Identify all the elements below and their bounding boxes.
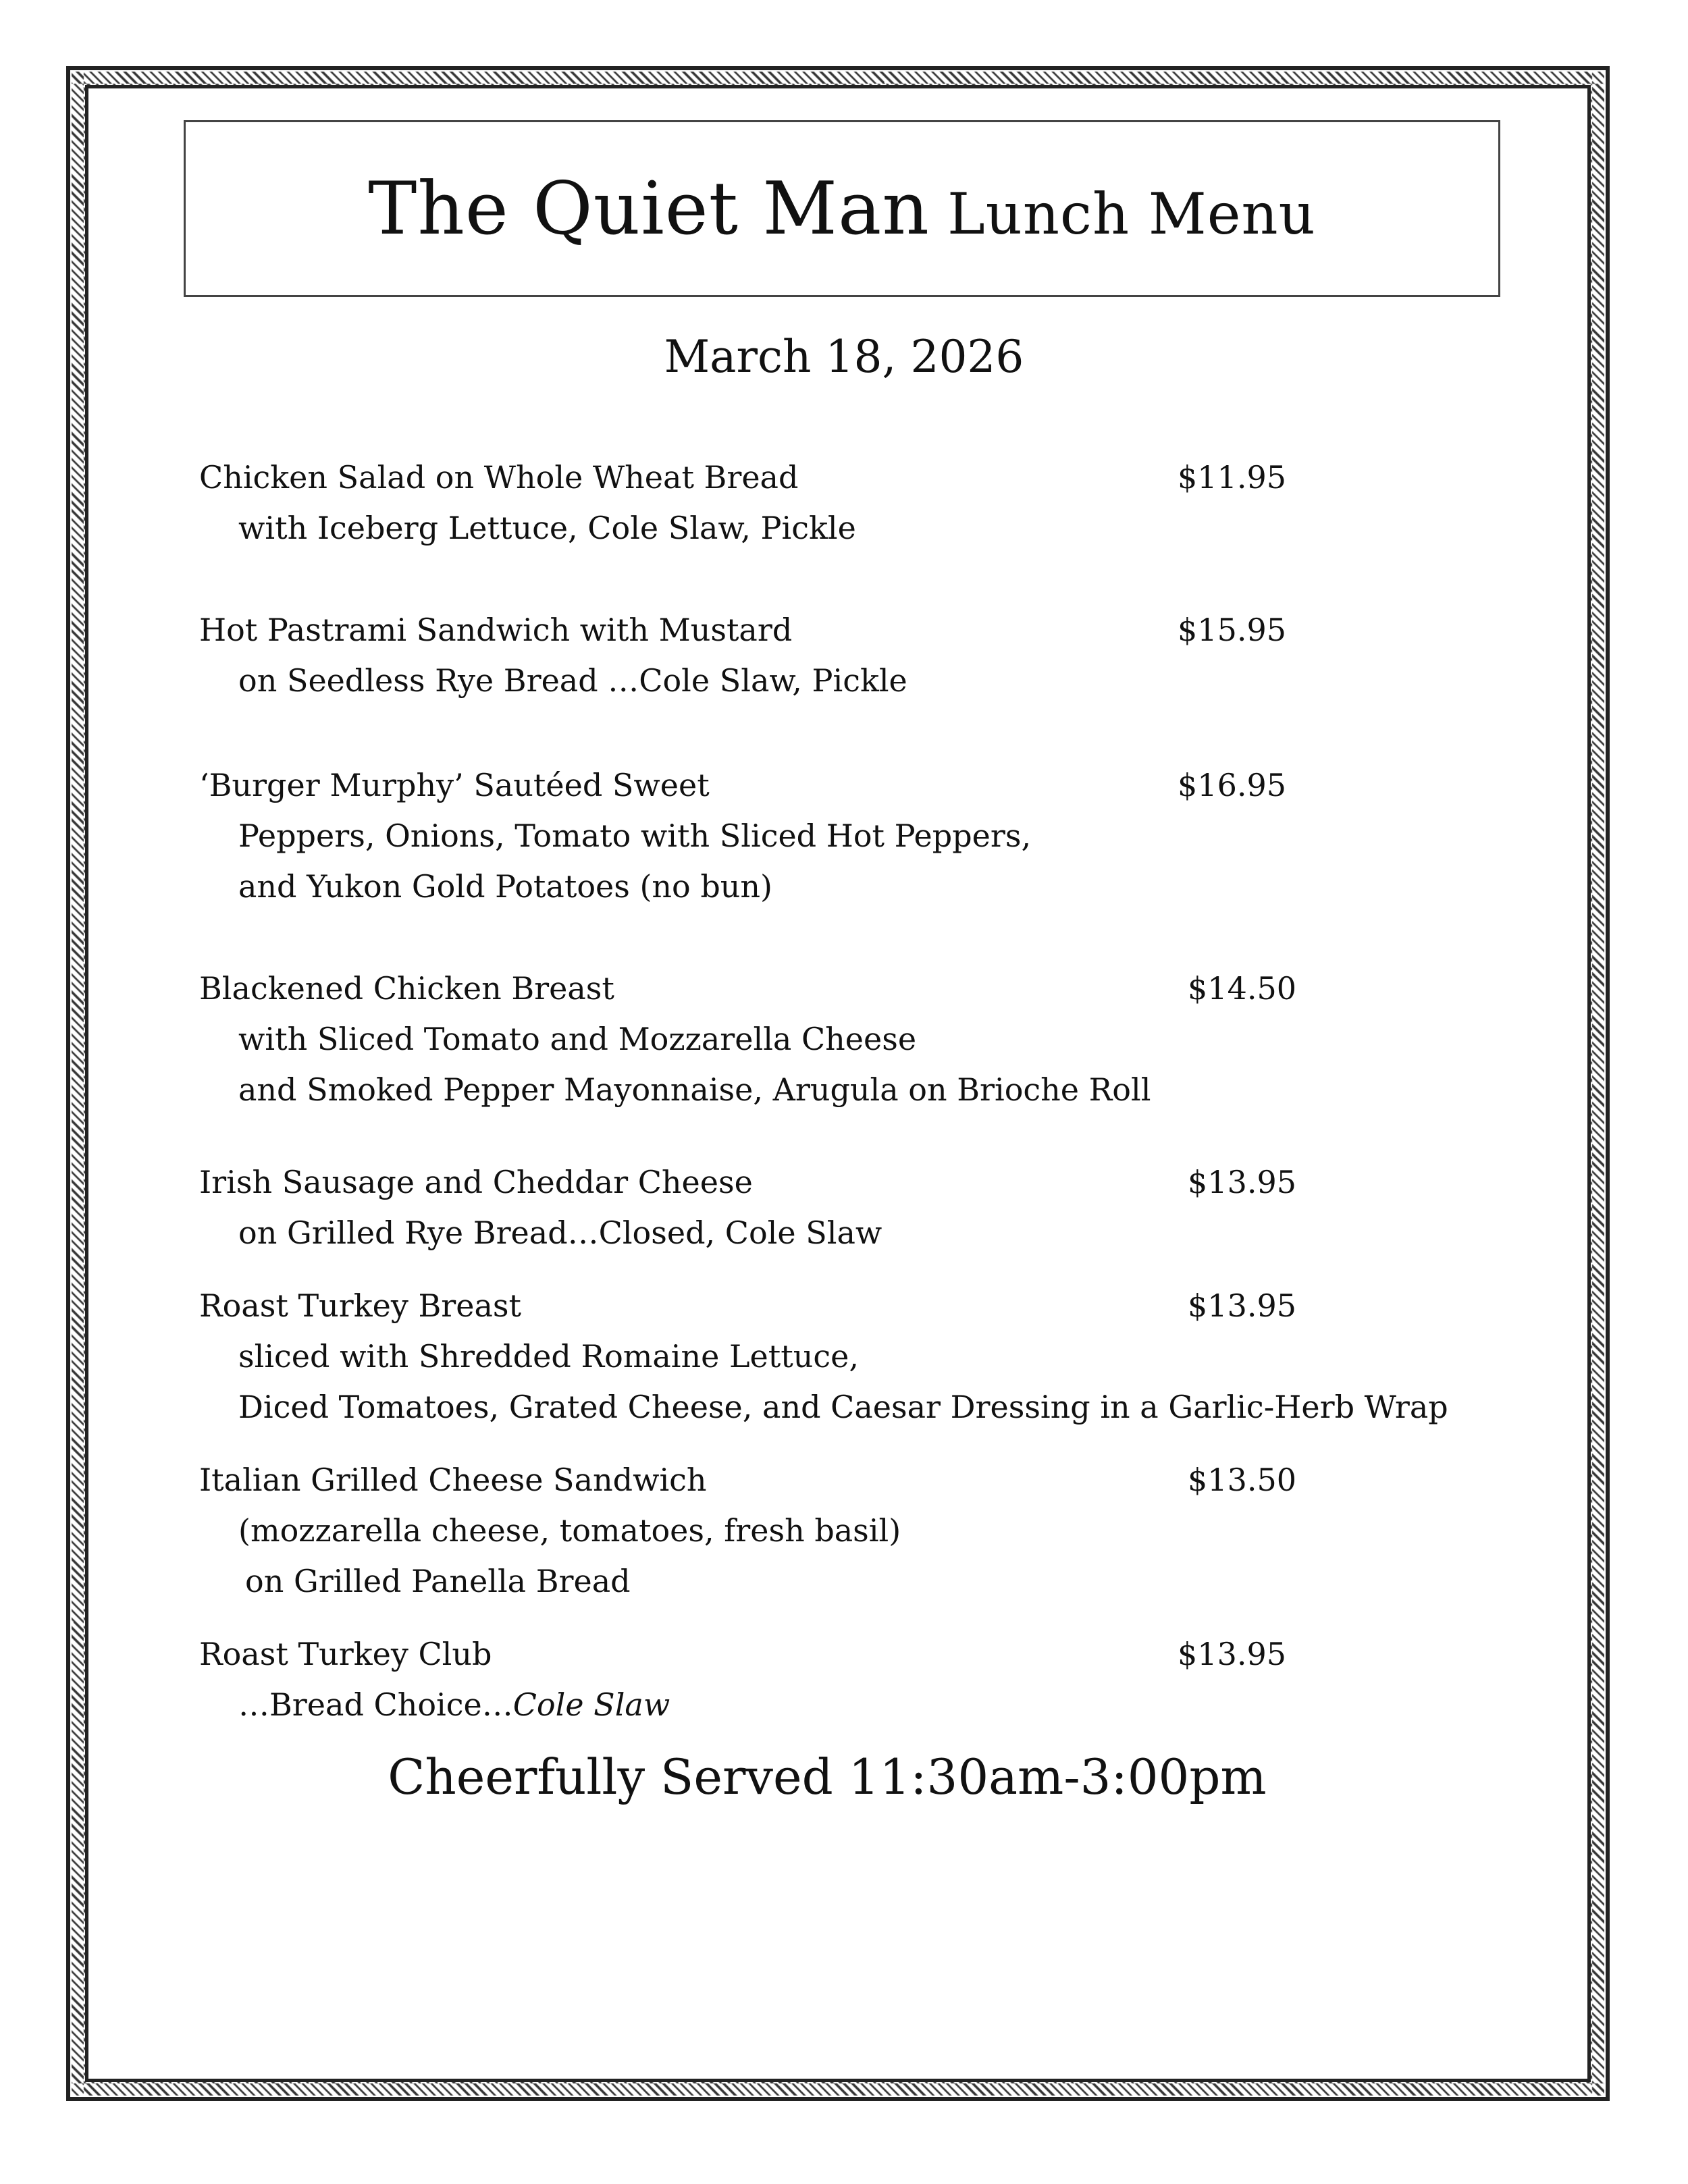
menu-name: Lunch Menu <box>947 180 1316 247</box>
item-description: sliced with Shredded Romaine Lettuce, <box>238 1338 859 1375</box>
item-price: $16.95 <box>1178 767 1286 803</box>
menu-item <box>199 963 1415 1115</box>
item-name: Roast Turkey Breast <box>199 1287 522 1324</box>
item-name: Roast Turkey Club <box>199 1636 492 1672</box>
item-description-italic: Cole Slaw <box>512 1686 670 1723</box>
item-name: Hot Pastrami Sandwich with Mustard <box>199 612 793 648</box>
item-name: Chicken Salad on Whole Wheat Bread <box>199 459 799 496</box>
item-description-line2: on Grilled Panella Bread <box>245 1563 631 1599</box>
item-description-text: …Bread Choice… <box>238 1686 513 1723</box>
item-description: with Iceberg Lettuce, Cole Slaw, Pickle <box>238 510 856 546</box>
item-price: $11.95 <box>1178 459 1286 496</box>
title-box <box>184 120 1500 297</box>
item-name: Blackened Chicken Breast <box>199 970 614 1007</box>
menu-item <box>199 605 1415 706</box>
item-price: $13.95 <box>1188 1287 1296 1324</box>
item-description: with Sliced Tomato and Mozzarella Cheese <box>238 1021 917 1057</box>
menu-item <box>199 760 1415 912</box>
item-price: $13.50 <box>1188 1462 1296 1498</box>
menu-item <box>199 452 1415 554</box>
item-description <box>199 1680 1415 1730</box>
item-description: on Seedless Rye Bread …Cole Slaw, Pickle <box>238 662 907 699</box>
item-price: $15.95 <box>1178 612 1286 648</box>
page-title <box>368 167 1315 251</box>
restaurant-name: The Quiet Man <box>368 166 930 251</box>
item-description: Peppers, Onions, Tomato with Sliced Hot Peppers, <box>238 818 1032 854</box>
menu-item <box>199 1455 1415 1607</box>
menu-item <box>199 1629 1415 1730</box>
item-name: Irish Sausage and Cheddar Cheese <box>199 1164 753 1200</box>
item-name: ‘Burger Murphy’ Sautéed Sweet <box>199 767 710 803</box>
menu-item <box>199 1157 1415 1258</box>
item-price: $13.95 <box>1178 1636 1286 1672</box>
item-description: (mozzarella cheese, tomatoes, fresh basil) <box>238 1512 901 1549</box>
menu-list <box>199 452 1448 1730</box>
item-description: on Grilled Rye Bread…Closed, Cole Slaw <box>238 1215 882 1251</box>
menu-date: March 18, 2026 <box>664 331 1024 383</box>
item-name: Italian Grilled Cheese Sandwich <box>199 1462 707 1498</box>
item-description-line2: Diced Tomatoes, Grated Cheese, and Caesar Dressing in a Garlic-Herb Wrap <box>238 1389 1448 1425</box>
item-price: $13.95 <box>1188 1164 1296 1200</box>
menu-item <box>199 1281 1448 1433</box>
service-hours: Cheerfully Served 11:30am-3:00pm <box>388 1749 1267 1805</box>
item-description-line2: and Smoked Pepper Mayonnaise, Arugula on Brioche Roll <box>238 1071 1151 1108</box>
item-price: $14.50 <box>1188 970 1296 1007</box>
item-description-line2: and Yukon Gold Potatoes (no bun) <box>238 868 773 905</box>
